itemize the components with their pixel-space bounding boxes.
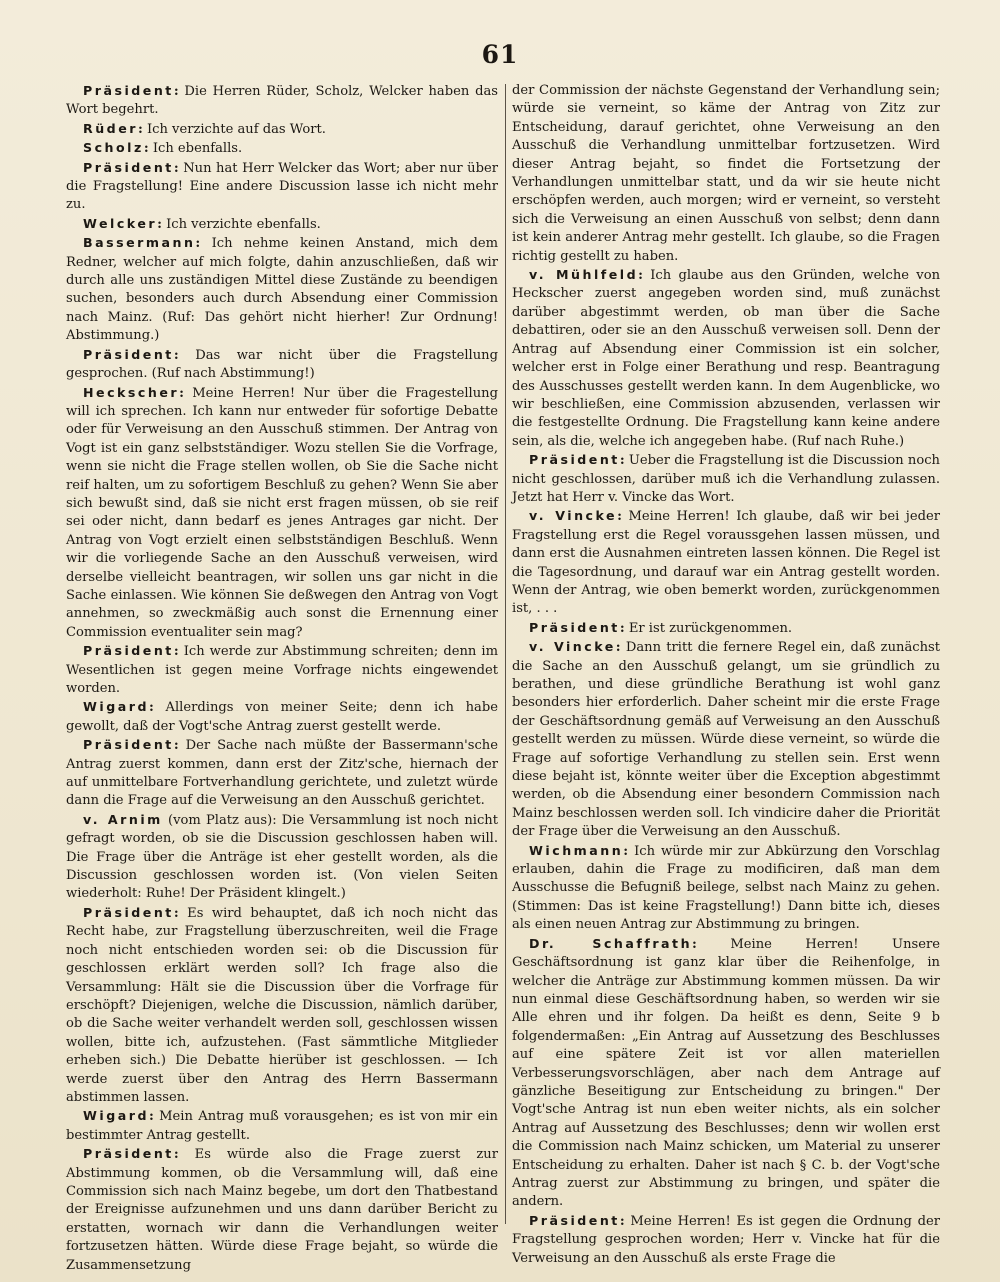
speaker-name: Wichmann [529,842,624,858]
speaker-separator: : [157,216,162,232]
paragraph-text: Dann tritt die fernere Regel ein, daß zunächst die Sache an den Ausschuß gelangt, um sie gründlich zu berathen, und diese gründliche Berathung ist wohl ganz besonders hier erforderlich. Daher scheint mir die erste Frage der Geschäftsordnung gemäß auf Verweisung an den Ausschuß gestellt werden zu müssen. Würde diese verneint, so würde die Frage auf sofortige Verhandlung zu stellen sein. Erst wenn diese bejaht ist, könnte weiter über die Exception abgestimmt werden, ob die Absendung einer besondern Commission nach Mainz beschlossen werden soll. Ich vindicire daher die Priorität der Frage über die Verweisung an den Ausschuß. [512,640,940,840]
paragraph [66,642,498,698]
left-column [66,82,498,1275]
paragraph-text: Der Sache nach müßte der Bassermann'sche Antrag zuerst kommen, dann erst der Zitz'sche, hiernach der auf unmittelbare Fortverhandlung gerichtete, und zuletzt würde dann die Frage auf die Verweisung an den Ausschuß gerichtet. [66,738,498,809]
paragraph-text: Ich verzichte auf das Wort. [142,121,326,137]
speaker-separator: : [173,1147,179,1163]
speaker-separator: : [692,936,697,952]
right-column [512,82,940,1268]
speaker-separator: : [195,236,201,252]
paragraph-text: Er ist zurückgenommen. [624,620,793,636]
paragraph-text: Ich werde zur Abstimmung schreiten; denn im Wesentlichen ist gegen meine Vorfrage nichts eingewendet worden. [66,644,498,696]
paragraph-text: Nun hat Herr Welcker das Wort; aber nur über die Fragstellung! Eine andere Discussion lasse ich nicht mehr zu. [66,160,498,213]
paragraph [512,619,940,638]
speaker-separator: : [173,644,179,660]
speaker-separator: : [173,347,179,363]
speaker-name: Präsident [83,737,174,753]
paragraph [66,736,498,811]
speaker-name: Präsident [83,643,174,659]
speaker-separator: : [173,160,179,176]
speaker-name: Präsident [83,159,174,175]
paragraph [66,698,498,736]
speaker-separator: : [619,1213,625,1229]
paragraph-text: Es wird behauptet, daß ich noch nicht das Recht habe, zur Fragstellung überzuschreiten, weil die Frage noch nicht entschieden worden sei: ob die Discussion für geschlossen erklärt werden soll? Ich frage also die Versammlung: Hält sie die Discussion über die Vorfrage für erschöpft? Diejenigen, welche die Discussion, nämlich darüber, ob die Sache weiter verhandelt werden soll, geschlossen wissen wollen, bitte ich, aufzustehen. (Fast sämmtliche Mitglieder erheben sich.) Die Debatte hierüber ist geschlossen. — Ich werde zuerst über den Antrag des Herrn Bassermann abstimmen lassen. [66,905,498,1105]
paragraph [66,215,498,234]
paragraph-text: Ich verzichte ebenfalls. [161,216,321,232]
speaker-name: Präsident [529,1212,620,1228]
paragraph [66,82,498,120]
column-divider [505,84,506,1224]
paragraph [512,638,940,841]
paragraph [512,266,940,451]
paragraph-text: Mein Antrag muß vorausgehen; es ist von mir ein bestimmter Antrag gestellt. [66,1109,498,1143]
paragraph-text: Meine Herren! Ich glaube, daß wir bei jeder Fragstellung erst die Regel voraussgehen lassen müssen, und dann erst die Ausnahmen eintreten lassen können. Die Regel ist die Tagesordnung, und darauf war ein Antrag gestellt worden. Wenn der Antrag, wie oben bemerkt worden, zurückgenommen ist, . . . [512,509,940,617]
speaker-name: v. Mühlfeld [529,267,639,283]
speaker-name: Präsident [83,904,174,920]
speaker-separator: : [143,141,149,157]
speaker-separator: : [173,738,179,754]
speaker-name: Rüder [83,120,138,136]
paragraph-text: Ich nehme keinen Anstand, mich dem Redner, welcher auf mich folgte, dahin anzuschließen, daß wir durch alle uns zuständigen Mittel diese Zustände zu beendigen suchen, besonders auch durch Absendung einer Commission nach Mainz. (Ruf: Das gehört nicht hierher! Zur Ordnung! Abstimmung.) [66,236,498,344]
speaker-name: Bassermann [83,235,196,251]
paragraph [66,384,498,643]
speaker-separator: : [137,121,143,137]
paragraph-text: (vom Platz aus): Die Versammlung ist noch nicht gefragt worden, ob sie die Discussion geschlossen haben will. Die Frage über die Anträge ist eher gestellt worden, als die Discussion geschlossen worden ist. (Von vielen Seiten wiederholt: Ruhe! Der Präsident klingelt.) [66,812,498,902]
speaker-name: Präsident [83,346,174,362]
speaker-name: Dr. Schaffrath [529,935,693,951]
paragraph [66,159,498,215]
paragraph-text: der Commission der nächste Gegenstand der Verhandlung sein; würde sie verneint, so käme der Antrag von Zitz zur Entscheidung, darauf gerichtet, ohne Verweisung an den Ausschuß die Verhandlung unmittelbar fortzusetzen. Wird dieser Antrag bejaht, so findet die Fortsetzung der Verhandlungen unmittelbar statt, und da wir sie heute nicht erschöpfen werden, auch morgen; wird er verneint, so versteht sich die Verweisung an einen Ausschuß von selbst; denn dann ist kein anderer Antrag mehr gestellt. Ich glaube, so die Fragen richtig gestellt zu haben. [512,83,940,264]
speaker-separator: : [148,700,154,716]
speaker-separator: : [148,1109,154,1125]
speaker-separator: : [615,640,621,656]
paragraph [66,139,498,158]
speaker-name: v. Arnim [83,811,163,827]
paragraph-text: Die Herren Rüder, Scholz, Welcker haben das Wort begehrt. [66,84,498,118]
paragraph [66,1145,498,1275]
paragraph-text: Das war nicht über die Fragstellung gesprochen. (Ruf nach Abstimmung!) [66,347,498,382]
paragraph [512,507,940,618]
speaker-separator: : [173,84,179,99]
paragraph-text: Ich würde mir zur Abkürzung den Vorschlag erlauben, dahin die Frage zu modificiren, daß man dem Ausschusse die Befugniß beilege, selbst nach Mainz zu gehen. (Stimmen: Das ist keine Fragstellung!) Dann bitte ich, dieses als einen neuen Antrag zur Abstimmung zu bringen. [512,843,940,933]
paragraph [66,234,498,345]
paragraph-text: Ueber die Fragstellung ist die Discussion noch nicht geschlossen, darüber muß ich die Verhandlung zulassen. Jetzt hat Herr v. Vincke das Wort. [512,453,940,505]
speaker-name: Welcker [83,215,158,231]
paragraph [512,1212,940,1268]
speaker-name: Präsident [529,452,620,468]
paragraph [66,811,498,904]
paragraph-text: Meine Herren! Es ist gegen die Ordnung der Fragstellung gesprochen worden; Herr v. Vincke hat für die Verweisung an den Ausschuß als erste Frage die [512,1213,940,1266]
paragraph [66,904,498,1107]
paragraph [66,346,498,384]
speaker-separator: : [638,268,643,284]
speaker-name: v. Vincke [529,508,618,524]
speaker-name: Präsident [83,1146,174,1162]
speaker-name: Wigard [83,699,149,715]
page-number: 61 [481,40,519,69]
speaker-separator: : [623,843,629,859]
speaker-name: Präsident [83,83,174,98]
speaker-name: Wigard [83,1108,149,1124]
speaker-separator: : [617,509,622,525]
paragraph-text: Meine Herren! Unsere Geschäftsordnung ist ganz klar über die Reihenfolge, in welcher die Anträge zur Abstimmung kommen müssen. Da wir nun einmal diese Geschäftsordnung haben, so werden wir sie Alle ehren und ihr folgen. Da heißt es denn, Seite 9 b folgendermaßen: „Ein Antrag auf Aussetzung des Beschlusses auf eine spätere Zeit ist vor allen materiellen Verbesserungsvorschlägen, aber nach dem Antrage auf gänzliche Beseitigung zur Entscheidung zu bringen." Der Vogt'sche Antrag ist nun eben weiter nichts, als ein solcher Antrag auf Aussetzung des Beschlusses; denn wir wollen erst die Commission nach Mainz schicken, um Material zu unserer Entscheidung zu erhalten. Daher ist nach § C. b. der Vogt'sche Antrag zuerst zur Abstimmung zu bringen, und später die andern. [512,936,940,1210]
paragraph-text: Allerdings von meiner Seite; denn ich habe gewollt, daß der Vogt'sche Antrag zuerst gestellt werde. [66,700,498,734]
speaker-name: v. Vincke [529,639,616,655]
paragraph [512,842,940,935]
paragraph-text: Es würde also die Frage zuerst zur Abstimmung kommen, ob die Versammlung will, daß eine Commission sich nach Mainz begebe, um dort den Thatbestand der Ereignisse aufzunehmen und uns dann darüber Bericht zu erstatten, wornach wir dann die Verhandlungen weiter fortzusetzen hätten. Würde diese Frage bejaht, so würde die Zusammensetzung [66,1147,498,1273]
speaker-separator: : [179,385,184,401]
paragraph [512,82,940,266]
speaker-name: Präsident [529,619,620,635]
paragraph [66,1107,498,1145]
speaker-separator: : [619,453,625,469]
paragraph [66,120,498,139]
speaker-separator: : [173,905,179,921]
speaker-name: Heckscher [83,384,180,400]
speaker-name: Scholz [83,140,144,156]
paragraph-text: Meine Herren! Nur über die Fragestellung will ich sprechen. Ich kann nur entweder für sofortige Debatte oder für Verweisung an den Ausschuß stimmen. Der Antrag von Vogt ist ein ganz selbstständiger. Wozu stellen Sie die Vorfrage, wenn sie nicht die Frage stellen wollen, ob Sie die Sache nicht reif halten, um zu sofortigem Beschluß zu gehen? Wenn Sie aber sich bewußt sind, daß sie nicht erst fragen müssen, ob sie reif sei oder nicht, dann bedarf es jenes Antrages gar nicht. Der Antrag von Vogt erzielt einen selbstständigen Beschluß. Wenn wir die vorliegende Sache an den Ausschuß verweisen, wird derselbe vielleicht beantragen, wir sollen uns gar nicht in die Sache einlassen. Wie können Sie deßwegen den Antrag von Vogt annehmen, so zweckmäßig auch sonst die Ernennung einer Commission eventualiter sein mag? [66,385,498,640]
paragraph-text: Ich glaube aus den Gründen, welche von Heckscher zuerst angegeben worden sind, muß zunächst darüber abgestimmt werden, ob man über die Sache debattiren, oder sie an den Ausschuß verweisen soll. Denn der Antrag auf Absendung einer Commission ist ein solcher, welcher erst in Folge einer Berathung und resp. Beantragung des Ausschusses gestellt werden kann. In dem Augenblicke, wo wir beschließen, eine Commission abzusenden, verlassen wir die festgestellte Ordnung. Die Fragstellung kann keine andere sein, als die, welche ich angegeben habe. (Ruf nach Ruhe.) [512,268,941,449]
paragraph [512,935,940,1212]
paragraph-text: Ich ebenfalls. [148,141,243,157]
paragraph [512,451,940,507]
speaker-separator: : [619,620,625,636]
